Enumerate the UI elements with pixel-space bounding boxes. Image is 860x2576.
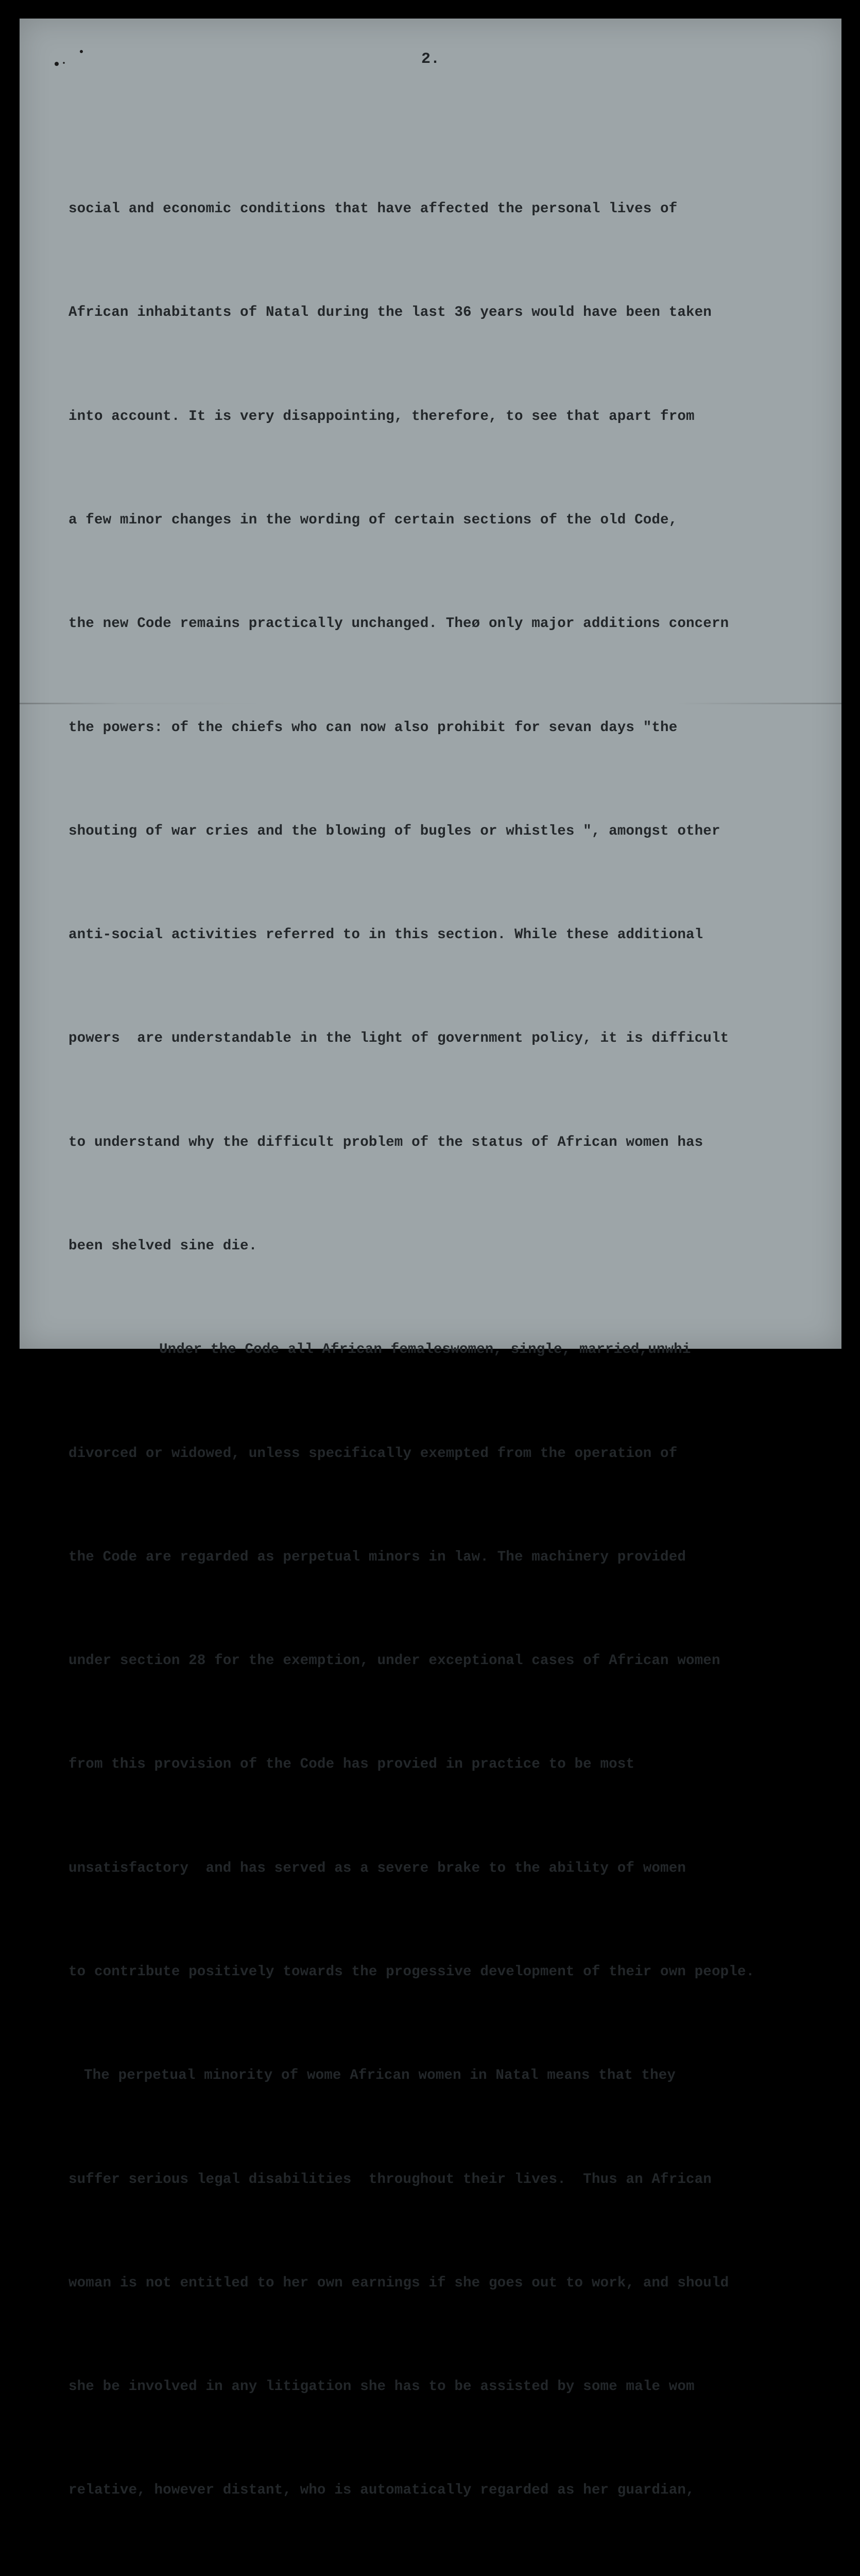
paragraph-start-line: The perpetual minority of wome African women in Natal means that they	[84, 2067, 676, 2084]
text-line: a few minor changes in the wording of certain sections of the old Code,	[68, 512, 678, 529]
text-line: woman is not entitled to her own earnings if she goes out to work, and should	[68, 2275, 729, 2291]
text-line: to understand why the difficult problem of the status of African women has	[68, 1134, 703, 1150]
text-line: she be involved in any litigation she has to be assisted by some male wom	[68, 2379, 695, 2395]
text-line: social and economic conditions that have affected the personal lives of	[68, 201, 678, 217]
text-line: under section 28 for the exemption, under exceptional cases of African women	[68, 1653, 720, 1669]
page-number: 2.	[421, 50, 440, 68]
text-line: the powers: of the chiefs who can now also prohibit for sevan days "the	[68, 719, 678, 736]
text-line: to contribute positively towards the progessive development of their own people.	[68, 1963, 755, 1980]
text-line: been shelved sine die.	[68, 1238, 257, 1254]
text-line: divorced or widowed, unless specifically exempted from the operation of	[68, 1445, 678, 1462]
text-line: from this provision of the Code has provied in practice to be most	[68, 1756, 635, 1773]
text-line: the new Code remains practically unchanged. Theø only major additions concern	[68, 616, 729, 632]
text-line: shouting of war cries and the blowing of bugles or whistles ", amongst other	[68, 823, 720, 839]
text-line: the Code are regarded as perpetual minors in law. The machinery provided	[68, 1549, 686, 1565]
text-line: powers are understandable in the light of government policy, it is difficult	[68, 1030, 729, 1047]
typewritten-page	[20, 19, 841, 2499]
text-line: unsatisfactory and has served as a severe brake to the ability of women	[68, 1860, 686, 1876]
text-line: into account. It is very disappointing, therefore, to see that apart from	[68, 408, 695, 425]
paragraph-start-line: Under the Code all African femaleswomen, single, married,unwhi	[159, 1342, 691, 1358]
text-line: relative, however distant, who is automatically regarded as her guardian,	[68, 2482, 695, 2499]
body-text	[68, 123, 815, 2576]
text-line: suffer serious legal disabilities throughout their lives. Thus an African	[68, 2171, 712, 2188]
text-line: anti-social activities referred to in this section. While these additional	[68, 927, 703, 943]
text-line: African inhabitants of Natal during the last 36 years would have been taken	[68, 304, 712, 321]
